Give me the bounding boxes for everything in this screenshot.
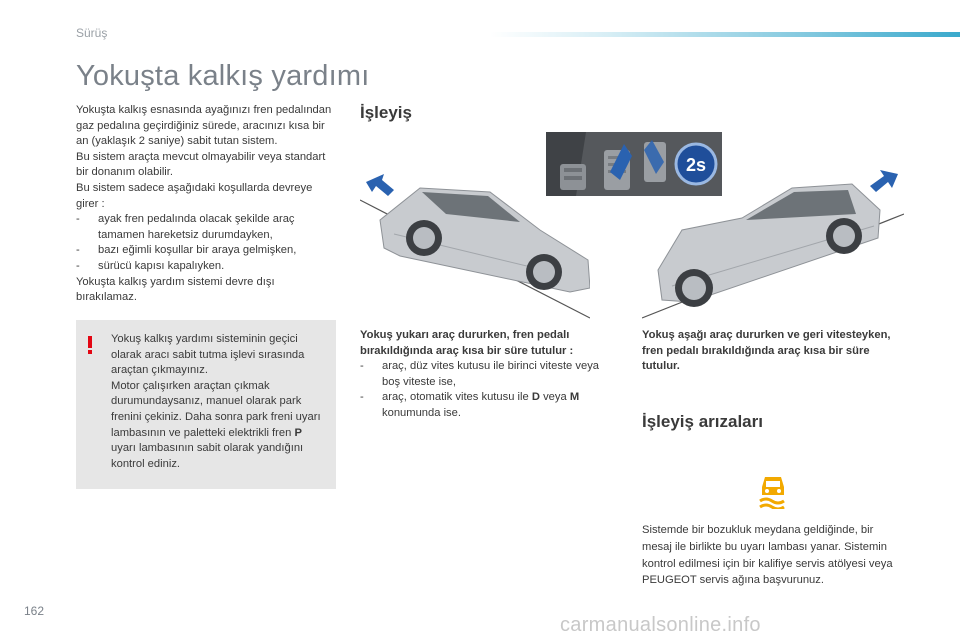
section-label: Sürüş bbox=[76, 26, 108, 40]
operation-heading: İşleyiş bbox=[360, 103, 412, 122]
intro-paragraph: Yokuşta kalkış yardım sistemi devre dışı bırakılamaz. bbox=[76, 275, 275, 304]
watermark: carmanualsonline.info bbox=[560, 614, 761, 636]
list-item: - araç, otomatik vites kutusu ile D veya M konumunda ise. bbox=[360, 391, 580, 419]
page-title: Yokuşta kalkış yardımı bbox=[76, 60, 370, 92]
list-item: - sürücü kapısı kapalıyken. bbox=[76, 259, 225, 272]
intro-text bbox=[76, 103, 336, 306]
page-number: 162 bbox=[24, 604, 45, 618]
list-item: - bazı eğimli koşullar bir araya gelmişken, bbox=[76, 244, 297, 257]
downhill-car-illustration bbox=[642, 170, 904, 320]
header-accent-bar bbox=[490, 32, 960, 37]
intro-paragraph: Bu sistem araçta mevcut olmayabilir veya standart bir donanım olabilir. bbox=[76, 150, 326, 179]
hill-assist-fault-warning-icon bbox=[756, 473, 790, 509]
warning-exclamation-icon bbox=[87, 336, 93, 354]
intro-paragraph: Yokuşta kalkış esnasında ayağınızı fren pedalından gaz pedalına geçirdiğiniz sürede, aracınızı kısa bir an (yaklaşık 2 saniye) sabit tutan sistem. bbox=[76, 104, 332, 148]
uphill-car-illustration bbox=[360, 170, 590, 320]
uphill-caption: Yokuş yukarı araç dururken, fren pedalı bırakıldığında araç kısa bir süre tutulur : - araç, düz vites kutusu ile birinci viteste veya boş viteste ise, - araç, otomatik vites kutusu ile D veya M konumunda ise. bbox=[360, 328, 615, 422]
two-seconds-badge: 2s bbox=[685, 155, 707, 175]
intro-paragraph: Bu sistem sadece aşağıdaki koşullarda devreye girer : bbox=[76, 181, 313, 210]
faults-heading: İşleyiş arızaları bbox=[642, 412, 763, 431]
list-item: - ayak fren pedalında olacak şekilde araç tamamen hareketsiz durumdayken, bbox=[76, 213, 295, 241]
list-item: - araç, düz vites kutusu ile birinci viteste veya boş viteste ise, bbox=[360, 360, 600, 388]
warning-text: Yokuş kalkış yardımı sisteminin geçici olarak aracı sabit tutma işlevi sırasında araçtan çıkmayınız. Motor çalışırken araçtan çıkmak durumundaysanız, manuel olarak park frenini çekiniz. Daha sonra park freni uyarı lambasının ve paletteki elektrikli fren P uyarı lambasının sabit olarak yandığını kontrol ediniz. bbox=[111, 333, 321, 470]
fault-description: Sistemde bir bozukluk meydana geldiğinde, bir mesaj ile birlikte bu uyarı lambası yanar. Sistemin kontrol edilmesi için bir kalifiye servis atölyesi veya PEUGEOT servis ağına başvurunuz. bbox=[642, 524, 893, 587]
downhill-caption: Yokuş aşağı araç dururken ve geri vitesteyken, fren pedalı bırakıldığında araç kısa bir süre tutulur. bbox=[642, 329, 891, 373]
